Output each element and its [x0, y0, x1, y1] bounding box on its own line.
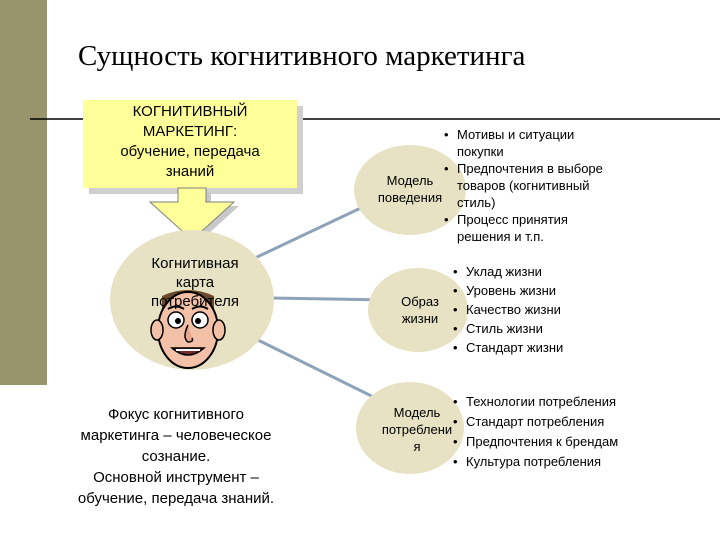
list-item-text: товаров (когнитивный: [457, 178, 590, 193]
focus-line5: обучение, передача знаний.: [77, 490, 275, 507]
list-item-text: стиль): [457, 195, 496, 210]
list-item: • Предпочтения к брендам: [450, 432, 618, 452]
consumption-list: [450, 392, 618, 472]
list-item-text: • Предпочтения в выборе: [457, 161, 603, 176]
list-item: • Стандарт жизни: [450, 338, 563, 357]
focus-line3: сознание.: [141, 448, 211, 465]
focus-line4: Основной инструмент –: [93, 469, 259, 486]
list-item: [441, 126, 603, 160]
behavior-list: [441, 126, 603, 245]
lifestyle-list: [450, 262, 563, 357]
lifestyle-label-line: Образ: [401, 294, 439, 309]
cognitive-box-line3: обучение, передача: [120, 143, 260, 160]
behavior-label-line: поведения: [377, 190, 443, 205]
list-item: • Уровень жизни: [450, 281, 563, 300]
list-item: • Уклад жизни: [450, 262, 563, 281]
focus-line1: Фокус когнитивного: [107, 406, 244, 423]
focus-line2: маркетинга – человеческое: [80, 427, 272, 444]
focus-text: [40, 404, 312, 509]
page-title: Сущность когнитивного маркетинга: [78, 40, 526, 72]
cognitive-box-line4: знаний: [165, 163, 215, 180]
list-item-text: покупки: [457, 144, 504, 159]
cognitive-box-line2: МАРКЕТИНГ:: [142, 123, 238, 140]
consumption-label-line: я: [413, 439, 421, 454]
behavior-label-line: Модель: [386, 173, 434, 188]
list-item: [441, 211, 603, 245]
list-item-text: • Процесс принятия: [457, 212, 568, 227]
cognitive-map-line1: Когнитивная: [151, 255, 239, 272]
list-item: • Культура потребления: [450, 452, 618, 472]
list-item: • Технологии потребления: [450, 392, 618, 412]
lifestyle-label: [385, 293, 455, 327]
list-item-text: решения и т.п.: [457, 229, 544, 244]
list-item: • Стандарт потребления: [450, 412, 618, 432]
cognitive-map-label: [110, 254, 280, 311]
consumption-label-line: Модель: [393, 405, 441, 420]
accent-bar: [0, 0, 47, 385]
consumption-label-line: потреблени: [381, 422, 453, 437]
cognitive-map-line3: потребителя: [151, 293, 239, 310]
list-item: [441, 160, 603, 211]
list-item: • Стиль жизни: [450, 319, 563, 338]
lifestyle-label-line: жизни: [401, 311, 439, 326]
cognitive-marketing-box: [83, 100, 297, 188]
consumption-label: [372, 404, 462, 455]
list-item: • Качество жизни: [450, 300, 563, 319]
cognitive-map-line2: карта: [175, 274, 215, 291]
cognitive-box-line1: КОГНИТИВНЫЙ: [132, 103, 248, 120]
list-item-text: • Мотивы и ситуации: [457, 127, 575, 142]
